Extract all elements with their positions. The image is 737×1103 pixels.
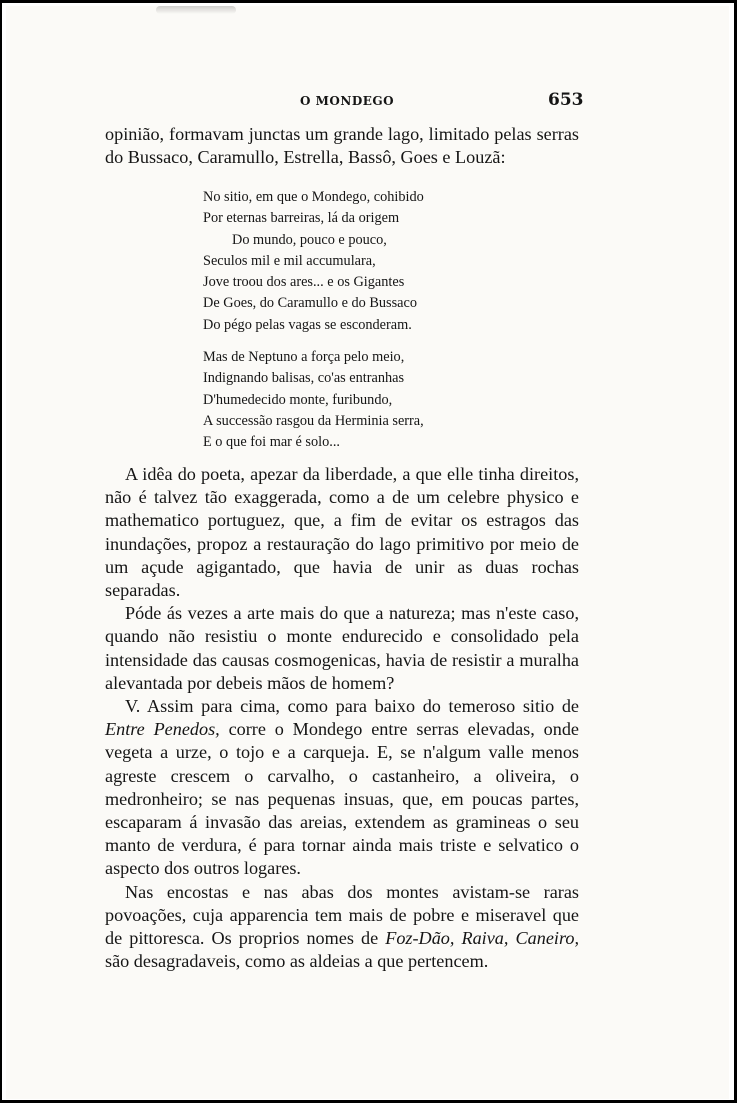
verse-line: E o que foi mar é solo... bbox=[203, 434, 340, 451]
verse-line: Do pégo pelas vagas se esconderam. bbox=[203, 316, 412, 333]
opening-paragraph bbox=[105, 123, 579, 169]
running-head: O MONDEGO bbox=[300, 94, 395, 108]
paragraph-text: corre o Mondego entre serras elevadas, onde vegeta a urze, o tojo e a carqueja. E, se n'algum valle menos agreste crescem o carvalho, o castanheiro, a oliveira, o medronheiro; se nas pequenas insuas, que, em poucas partes, escaparam á invasão das areias, extendem as gramineas o seu manto de verdura, é para tornar ainda mais triste e selvatico o aspecto dos outros logares. bbox=[105, 719, 579, 879]
verse-line: Do mundo, pouco e pouco, bbox=[232, 231, 387, 248]
page-header bbox=[6, 90, 729, 116]
paragraph: Póde ás vezes a arte mais do que a natureza; mas n'este caso, quando não resistiu o monte endurecido e consolidado pela intensidade das causas cosmogenicas, havia de resistir a muralha alevantada por debeis mãos de homem? bbox=[105, 603, 579, 693]
text-line: do Bussaco, Caramullo, Estrella, Bassô, Goes e Louzã: bbox=[105, 147, 506, 168]
place-names-italic: Foz-Dão, Raiva, Caneiro, bbox=[385, 928, 579, 949]
poem-stanza-2 bbox=[203, 347, 503, 453]
paragraph-text: são desagradaveis, como as aldeias a que pertencem. bbox=[105, 951, 489, 972]
verse-line: A successão rasgou da Herminia serra, bbox=[203, 412, 424, 429]
paragraph-text: Nas encostas e nas abas dos montes avistam-se raras povoações, cuja apparencia tem mais de pobre e miseravel que de pittoresca. Os proprios nomes de bbox=[105, 881, 579, 949]
verse-line: D'humedecido monte, furibundo, bbox=[203, 391, 393, 408]
verse-line: No sitio, em que o Mondego, cohibido bbox=[203, 189, 424, 205]
poem-stanza-1 bbox=[203, 187, 503, 336]
prose-body bbox=[105, 463, 579, 973]
verse-line: Jove troou dos ares... e os Gigantes bbox=[203, 274, 405, 291]
verse-line: Seculos mil e mil accumulara, bbox=[203, 252, 376, 269]
place-name-italic: Entre Penedos, bbox=[105, 719, 220, 740]
text-line: opinião, formavam junctas um grande lago, limitado pelas serras bbox=[105, 124, 579, 144]
paragraph: A idêa do poeta, apezar da liberdade, a que elle tinha direitos, não é talvez tão exaggerada, como a de um celebre physico e mathematico portuguez, que, a fim de evitar os estragos das inundações, propoz a restauração do lago primitivo por meio de um açude agigantado, que havia de unir as duas rochas separadas. bbox=[105, 464, 579, 601]
scan-smudge bbox=[156, 6, 236, 14]
book-page bbox=[6, 6, 729, 1099]
verse-line: Indignando balisas, co'as entranhas bbox=[203, 370, 405, 387]
verse-line: Mas de Neptuno a força pelo meio, bbox=[203, 349, 405, 365]
page-number: 653 bbox=[548, 90, 584, 110]
verse-line: De Goes, do Caramullo e do Bussaco bbox=[203, 295, 418, 312]
paragraph-text: V. Assim para cima, como para baixo do temeroso sitio de bbox=[125, 696, 579, 717]
paragraph bbox=[105, 881, 579, 974]
verse-line: Por eternas barreiras, lá da origem bbox=[203, 210, 400, 227]
paragraph bbox=[105, 695, 579, 881]
